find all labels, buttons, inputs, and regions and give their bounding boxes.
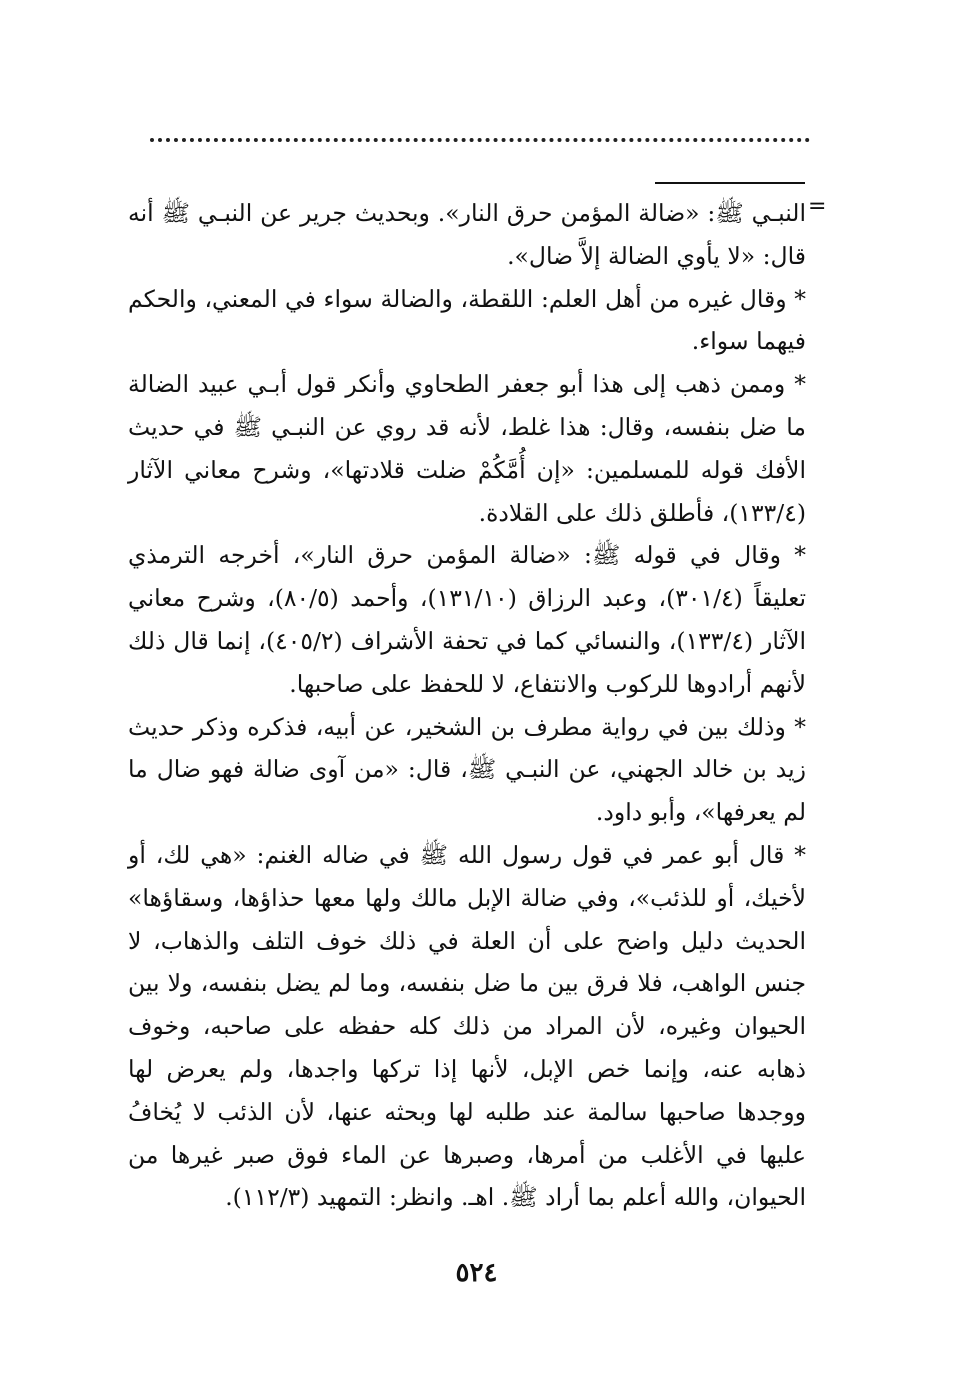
footnote-paragraph: * قال أبو عمر في قول رسول الله ﷺ في ضاله الغنم: «هي لك، أو لأخيك، أو للذئب»، وفي ضالة الإبل مالك ولها معها حذاؤها، وسقاؤها» الحديث دليل واضح على أن العلة في ذلك خوف التلف والذهاب، لا جنس الواهب، فلا فرق بين ما ضل بنفسه، وما لم يضل بنفسه، ولا بين الحيوان وغيره، لأن المراد من ذلك كله حفظه على صاحبه، وخوف ذهابه عنه، وإنما خص الإبل، لأنها إذا تركها واجدها، ولم يعرض لها ووجدها صاحبها سالمة عند طلبه لها وبحثه عنها، لأن الذئب لا يُخافُ عليها في الأغلب من أمرها، وصبرها عن الماء فوق صبر غيرها من الحيوان، والله أعلم بما أراد ﷺ. اهـ. وانظر: التمهيد (١١٢/٣). [128,840,807,1212]
footnote-paragraph: * وذلك بين في رواية مطرف بن الشخير، عن أبيه، فذكره وذكر حديث زيد بن خالد الجهني، عن النبـي ﷺ، قال: «من آوى ضالة فهو ضال ما لم يعرفها»، وأبو داود. [128,712,806,827]
footnote-paragraph: النبـي ﷺ: «ضالة المؤمن حرق النار». وبحديث جرير عن النبـي ﷺ أنه قال: «لا يأوي الضالة إلاَّ ضال». [128,199,806,270]
footnote-rule [655,182,805,184]
footnote-paragraph: * وقال غيره من أهل العلم: اللقطة، والضالة سواء في المعني، والحكم فيهما سواء. [128,284,806,356]
dotted-separator [150,138,810,146]
continuation-mark: = [808,194,827,219]
footnote-text [128,192,806,1219]
footnote-paragraph: * وممن ذهب إلى هذا أبو جعفر الطحاوي وأنكر قول أبـي عبيد الضالة ما ضل بنفسه، وقال: هذا غلط، لأنه قد روي عن النبـي ﷺ في حديث الأفك قوله للمسلمين: «إن أُمَّكُمْ ضلت قلادتها»، وشرح معاني الآثار (١٣٣/٤)، فأطلق ذلك على القلادة. [128,370,806,527]
footnote-paragraph: * وقال في قوله ﷺ: «ضالة المؤمن حرق النار»، أخرجه الترمذي تعليقاً (٣٠١/٤)، وعبد الرزاق (١٣١/١٠)، وأحمد (٨٠/٥)، وشرح معاني الآثار (١٣٣/٤)، والنسائي كما في تحفة الأشراف (٤٠٥/٢)، إنما قال ذلك لأنهم أرادوها للركوب والانتفاع، لا للحفظ على صاحبها. [128,541,806,698]
page-number: ٥٢٤ [455,1258,498,1288]
